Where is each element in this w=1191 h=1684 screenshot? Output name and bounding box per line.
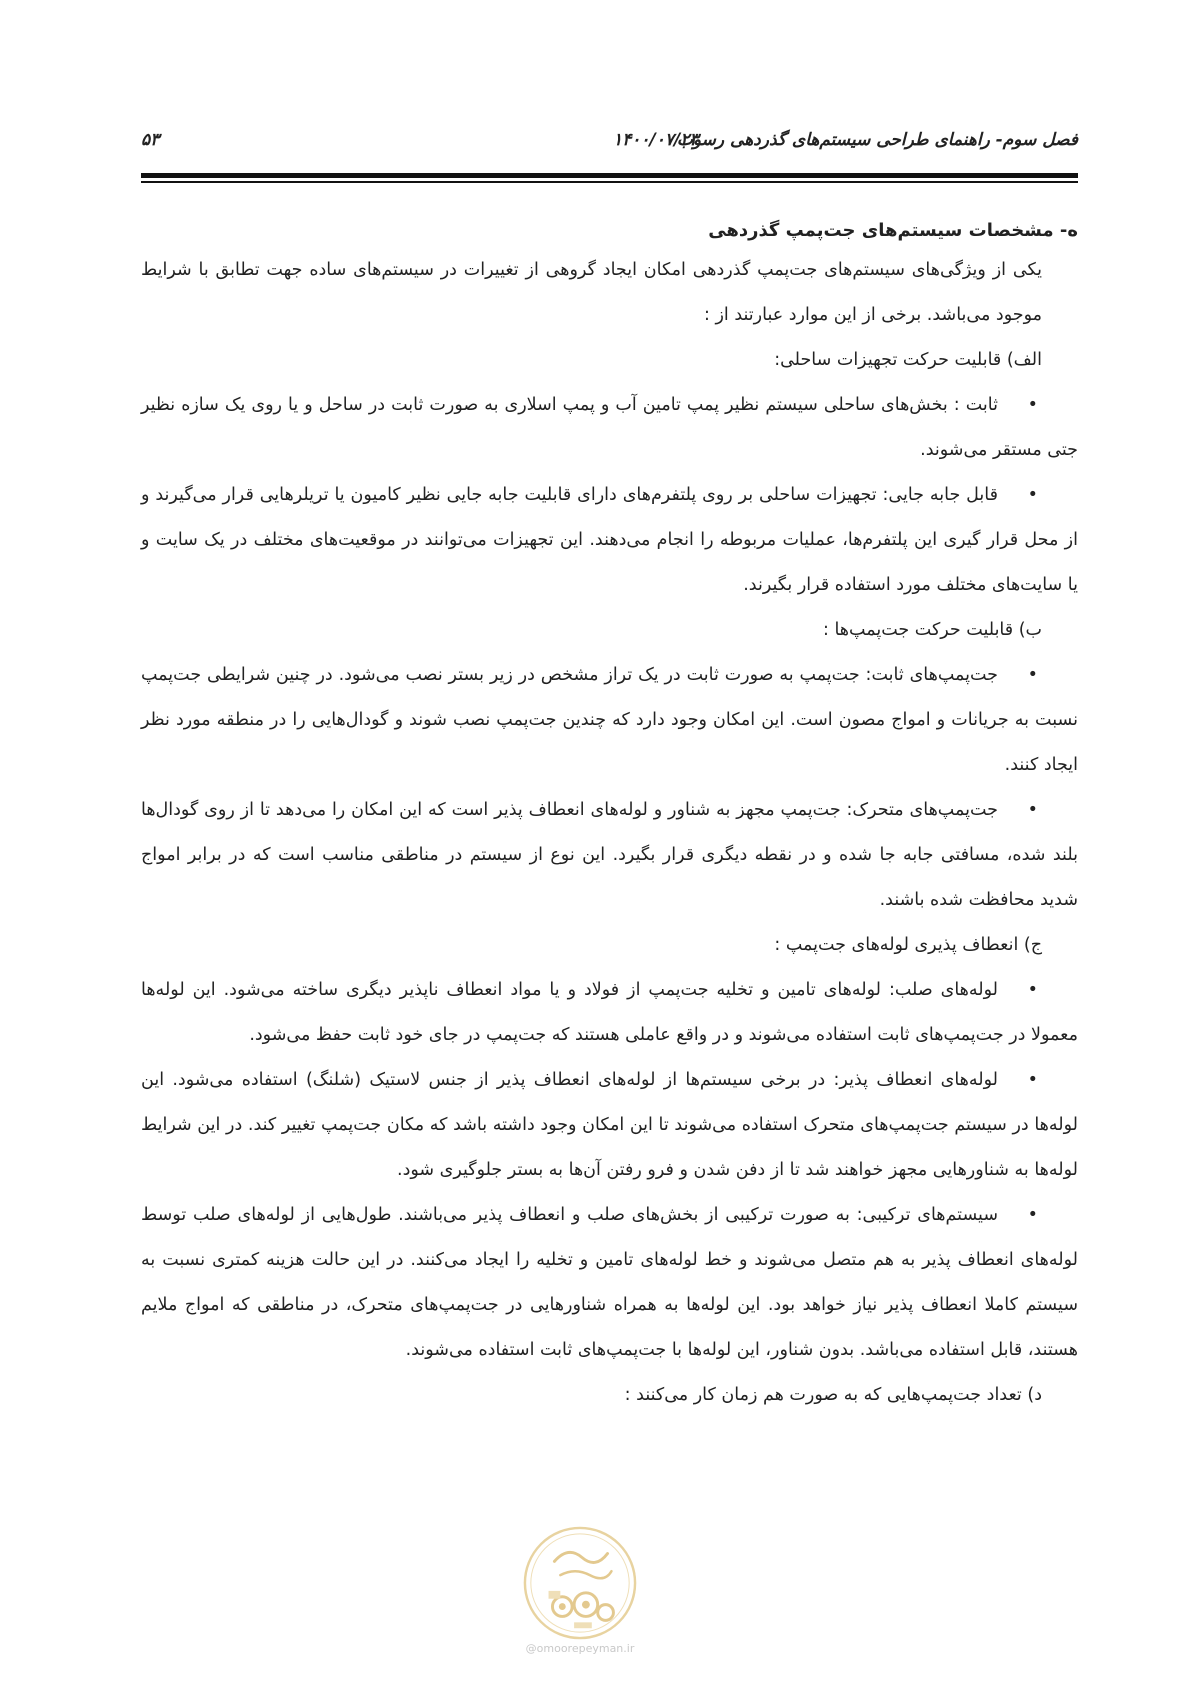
- bullet-text: ثابت : بخش‌های ساحلی سیستم نظیر پمپ تامین آب و پمپ اسلاری به صورت ثابت در ساحل و یا روی یک سازه نظیر جتی مستقر می‌شوند.: [141, 395, 1078, 460]
- bullet-item: [141, 473, 1078, 608]
- bullet-icon: •: [1027, 485, 1038, 505]
- subheading-b: ب) قابلیت حرکت جت‌پمپ‌ها :: [823, 620, 1042, 640]
- bullet-item: [141, 1193, 1078, 1373]
- header-rule-thick: [141, 173, 1078, 178]
- bullet-item: [141, 383, 1078, 473]
- bullet-item: [141, 968, 1078, 1058]
- intro-paragraph: یکی از ویژگی‌های سیستم‌های جت‌پمپ گذردهی امکان ایجاد گروهی از تغییرات در سیستم‌های ساده جهت تطابق با شرایط موجود می‌باشد. برخی از این موارد عبارتند از :: [141, 260, 1042, 325]
- subheading-d: د) تعداد جت‌پمپ‌هایی که به صورت هم زمان کار می‌کنند :: [624, 1385, 1042, 1405]
- watermark-text: @omoorepeyman.ir: [525, 1642, 635, 1655]
- bullet-item: [141, 653, 1078, 788]
- section-heading: ه- مشخصات سیستم‌های جت‌پمپ گذردهی: [708, 220, 1078, 241]
- bullet-icon: •: [1027, 1205, 1038, 1225]
- bullet-text: جت‌پمپ‌های ثابت: جت‌پمپ به صورت ثابت در یک تراز مشخص در زیر بستر نصب می‌شود. در چنین شرایطی جت‌پمپ نسبت به جریانات و امواج مصون است. این امکان وجود دارد که چندین جت‌پمپ نصب شوند و گودال‌هایی را در منطقه مورد نظر ایجاد کنند.: [141, 665, 1078, 775]
- bullet-icon: •: [1027, 665, 1038, 685]
- bullet-text: لوله‌های صلب: لوله‌های تامین و تخلیه جت‌پمپ از فولاد و یا مواد انعطاف ناپذیر دیگری ساخته می‌شود. این لوله‌ها معمولا در جت‌پمپ‌های ثابت استفاده می‌شوند و در واقع عاملی هستند که جت‌پمپ در جای خود ثابت حفظ می‌شود.: [141, 980, 1078, 1045]
- header-rule-thin: [141, 181, 1078, 183]
- page-number: ۵۳: [141, 130, 160, 150]
- header-date: ۱۴۰۰/۰۷/۲۳: [613, 130, 699, 150]
- bullet-icon: •: [1027, 1070, 1038, 1090]
- bullet-text: سیستم‌های ترکیبی: به صورت ترکیبی از بخش‌های صلب و انعطاف پذیر می‌باشند. طول‌هایی از لوله‌های صلب توسط لوله‌های انعطاف پذیر به هم متصل می‌شوند و خط لوله‌های تامین و تخلیه را ایجاد می‌کنند. در این حالت هزینه کمتری نسبت به سیستم کاملا انعطاف پذیر نیاز خواهد بود. این لوله‌ها به همراه شناورهایی در جت‌پمپ‌های متحرک، در مناطقی که امواج ملایم هستند، قابل استفاده می‌باشد. بدون شناور، این لوله‌ها با جت‌پمپ‌های ثابت استفاده می‌شوند.: [141, 1205, 1078, 1360]
- bullet-icon: •: [1027, 980, 1038, 1000]
- watermark-logo-icon: [521, 1524, 639, 1642]
- subheading-c: ج) انعطاف پذیری لوله‌های جت‌پمپ :: [774, 935, 1042, 955]
- page-header: [141, 130, 1078, 154]
- chapter-title: فصل سوم- راهنمای طراحی سیستم‌های گذردهی رسوب: [676, 130, 1078, 150]
- bullet-text: قابل جابه جایی: تجهیزات ساحلی بر روی پلتفرم‌های دارای قابلیت جابه جایی نظیر کامیون یا تریلرهایی قرار می‌گیرند و از محل قرار گیری این پلتفرم‌ها، عملیات مربوطه را انجام می‌دهند. این تجهیزات می‌توانند در موقعیت‌های مختلف در یک سایت و یا سایت‌های مختلف مورد استفاده قرار بگیرند.: [141, 485, 1078, 595]
- bullet-icon: •: [1027, 395, 1038, 415]
- bullet-icon: •: [1027, 800, 1038, 820]
- bullet-text: لوله‌های انعطاف پذیر: در برخی سیستم‌ها از لوله‌های انعطاف پذیر از جنس لاستیک (شلنگ) استفاده می‌شود. این لوله‌ها در سیستم جت‌پمپ‌های متحرک استفاده می‌شوند تا این امکان وجود داشته باشد که مکان جت‌پمپ تغییر کند. در این شرایط لوله‌ها به شناورهایی مجهز خواهند شد تا از دفن شدن و فرو رفتن آن‌ها به بستر جلوگیری شود.: [141, 1070, 1078, 1180]
- page-body: [141, 214, 1078, 1418]
- bullet-item: [141, 788, 1078, 923]
- bullet-item: [141, 1058, 1078, 1193]
- subheading-a: الف) قابلیت حرکت تجهیزات ساحلی:: [774, 350, 1042, 370]
- bullet-text: جت‌پمپ‌های متحرک: جت‌پمپ مجهز به شناور و لوله‌های انعطاف پذیر است که این امکان را می‌دهد تا از روی گودال‌ها بلند شده، مسافتی جابه جا شده و در نقطه دیگری قرار بگیرد. این نوع از سیستم در مناطقی مناسب است که در برابر امواج شدید محافظت شده باشند.: [141, 800, 1078, 910]
